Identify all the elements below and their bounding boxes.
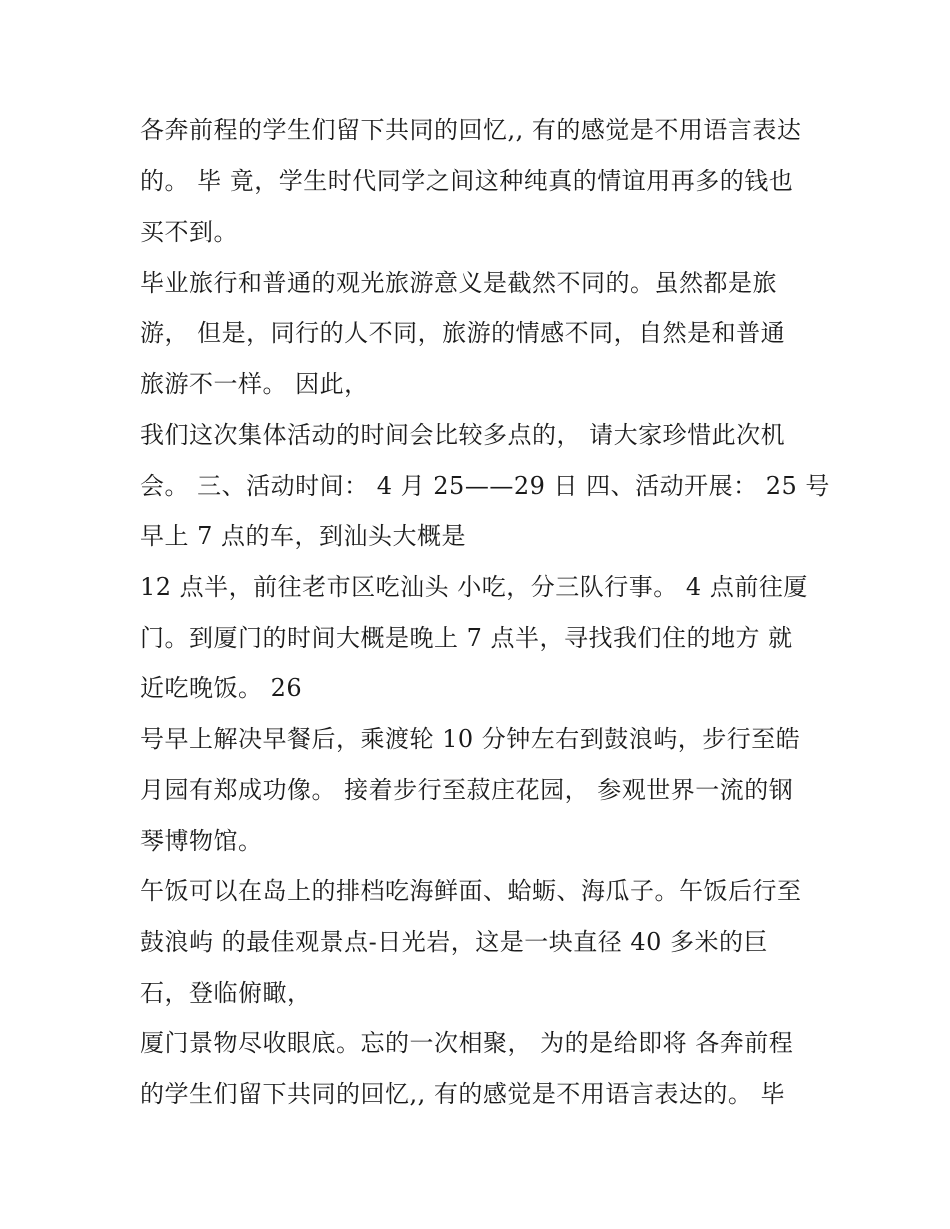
text-line: 鼓浪屿 的最佳观景点-日光岩，这是一块直径 40 多米的巨 [140, 928, 769, 956]
text-line: 琴博物馆。 [140, 827, 263, 855]
text-line: 的。 毕 竟，学生时代同学之间这种纯真的情谊用再多的钱也 [140, 167, 794, 195]
text-line: 会。 三、活动时间： 4 月 25——29 日 四、活动开展： 25 号 [140, 472, 830, 500]
text-line: 旅游不一样。 因此， [140, 370, 369, 398]
text-line: 号早上解决早餐后，乘渡轮 10 分钟左右到鼓浪屿，步行至皓 [140, 725, 801, 753]
text-line: 门。到厦门的时间大概是晚上 7 点半，寻找我们住的地方 就 [140, 624, 793, 652]
text-line: 毕业旅行和普通的观光旅游意义是截然不同的。虽然都是旅 [140, 269, 777, 297]
text-line: 的学生们留下共同的回忆,, 有的感觉是不用语言表达的。 毕 [140, 1080, 786, 1108]
text-line: 游， 但是，同行的人不同，旅游的情感不同，自然是和普通 [140, 319, 786, 347]
text-line: 午饭可以在岛上的排档吃海鲜面、蛤蛎、海瓜子。午饭后行至 [140, 877, 802, 905]
text-line: 早上 7 点的车，到汕头大概是 [140, 522, 467, 550]
text-line: 石，登临俯瞰， [140, 979, 312, 1007]
text-line: 月园有郑成功像。 接着步行至菽庄花园， 参观世界一流的钢 [140, 776, 794, 804]
text-line: 厦门景物尽收眼底。忘的一次相聚， 为的是给即将 各奔前程 [140, 1029, 794, 1057]
text-line: 买不到。 [140, 218, 238, 246]
text-line: 12 点半，前往老市区吃汕头 小吃，分三队行事。 4 点前往厦 [140, 573, 808, 601]
text-line: 各奔前程的学生们留下共同的回忆,, 有的感觉是不用语言表达 [140, 116, 802, 144]
text-line: 我们这次集体活动的时间会比较多点的， 请大家珍惜此次机 [140, 421, 786, 449]
text-line: 近吃晚饭。 26 [140, 674, 303, 702]
